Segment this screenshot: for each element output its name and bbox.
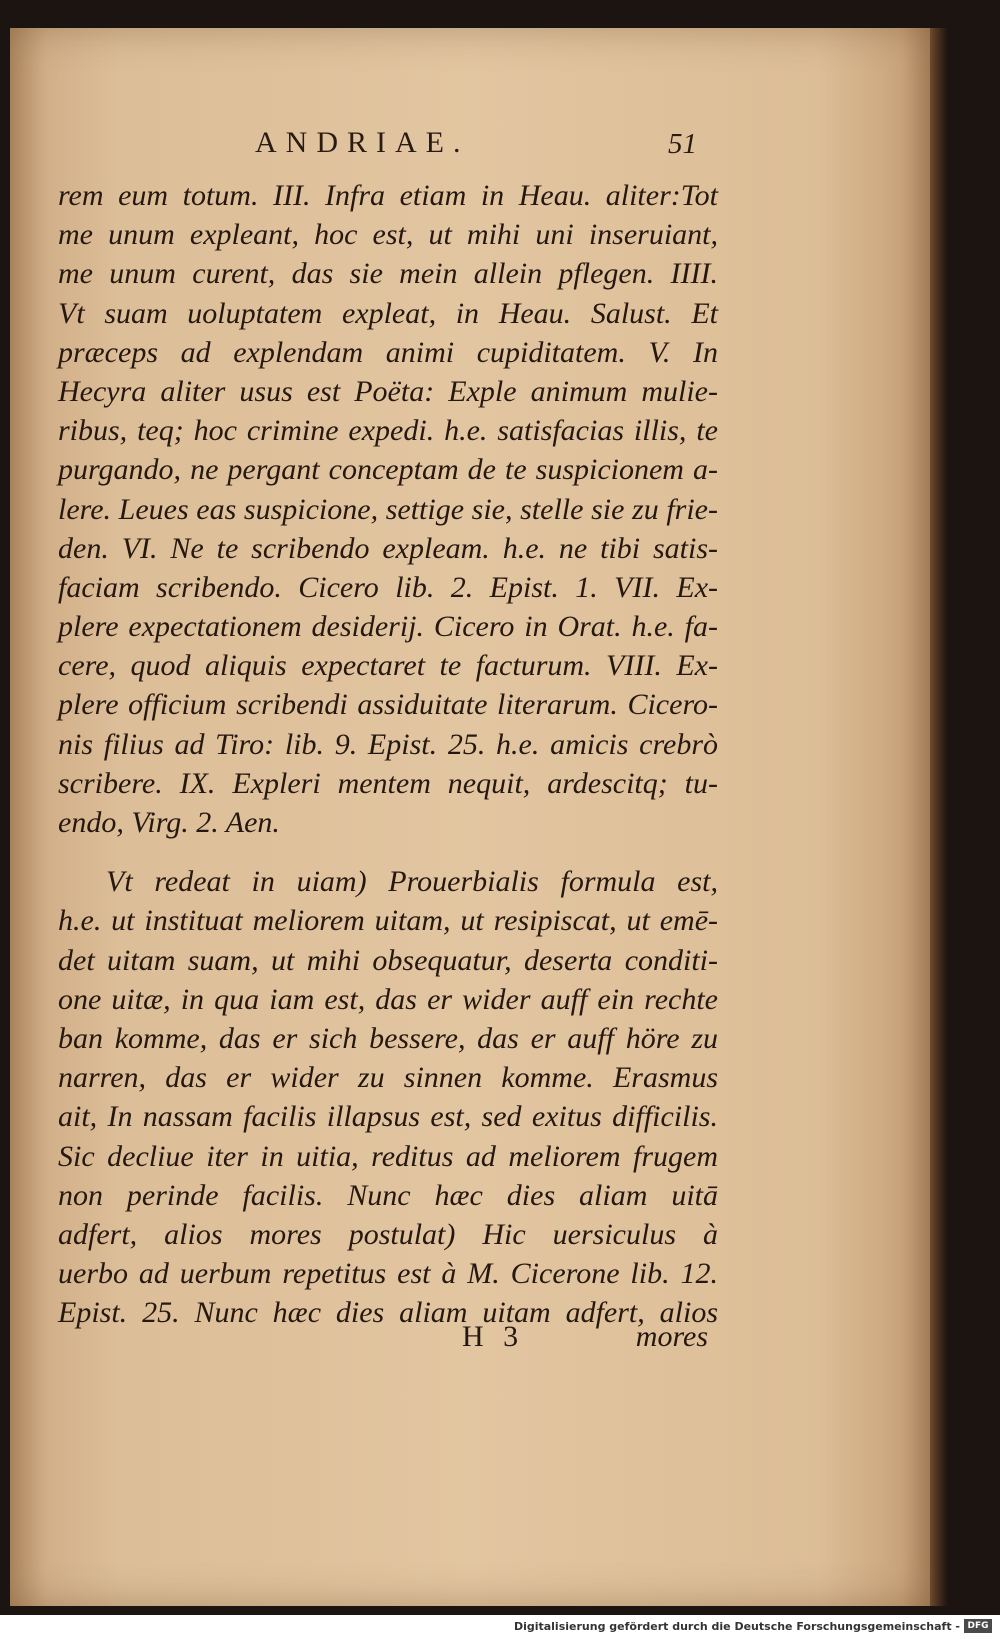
text-line: faciam scribendo. Cicero lib. 2. Epist. 1. VII. Ex- [58,570,718,604]
page-edge [930,28,948,1606]
text-line: h.e. ut instituat meliorem uitam, ut resipiscat, ut emē- [58,904,718,938]
text-line: Vt redeat in uiam) Prouerbialis formula est, [106,865,718,899]
credit-bar [0,1615,1000,1639]
credit-text: Digitalisierung gefördert durch die Deutsche Forschungsgemeinschaft - [513,1620,960,1633]
running-title: ANDRIAE. [255,126,470,159]
text-line: non perinde facilis. Nunc hæc dies aliam uitā [58,1178,718,1212]
text-line: Sic decliue iter in uitia, reditus ad meliorem frugem [58,1139,718,1173]
text-line: narren, das er wider zu sinnen komme. Erasmus [58,1061,718,1095]
book-page [10,28,930,1606]
catchword: mores [635,1320,708,1353]
text-line: plere expectationem desiderij. Cicero in Orat. h.e. fa- [58,610,718,644]
text-line: nis filius ad Tiro: lib. 9. Epist. 25. h.e. amicis crebrò [58,727,718,761]
text-line: rem eum totum. III. Infra etiam in Heau. aliter:Tot [58,179,718,212]
text-line: me unum curent, das sie mein allein pflegen. IIII. [58,257,718,291]
text-line: plere officium scribendi assiduitate literarum. Cicero- [58,688,718,722]
text-line: one uitæ, in qua iam est, das er wider auff ein rechte [58,982,718,1016]
text-line: den. VI. Ne te scribendo expleam. h.e. ne tibi satis- [58,531,718,565]
text-line: adfert, alios mores postulat) Hic uersiculus à [58,1217,718,1251]
text-line: scribere. IX. Expleri mentem nequit, ardescitq; tu- [58,766,718,800]
text-line: præceps ad explendam animi cupiditatem. V. In [58,335,718,369]
text-line: Epist. 25. Nunc hæc dies aliam uitam adfert, alios [58,1296,718,1330]
text-line: ait, In nassam facilis illapsus est, sed exitus difficilis. [58,1100,718,1134]
text-line: purgando, ne pergant conceptam de te suspicionem a- [58,453,718,487]
text-line: Hecyra aliter usus est Poëta: Exple animum mulie- [58,374,718,408]
text-line: uerbo ad uerbum repetitus est à M. Cicerone lib. 12. [58,1257,718,1291]
text-line: ban komme, das er sich bessere, das er auff höre zu [58,1021,718,1055]
text-line: me unum expleant, hoc est, ut mihi uni inseruiant, [58,218,718,252]
page-number: 51 [668,128,697,160]
running-head [10,126,930,166]
text-line: ribus, teq; hoc crimine expedi. h.e. satisfacias illis, te [58,414,718,448]
body-text [58,176,718,1332]
dfg-logo-icon: DFG [964,1619,992,1633]
text-line: endo, Virg. 2. Aen. [58,806,280,839]
text-line: lere. Leues eas suspicione, settige sie, stelle sie zu frie- [58,492,718,526]
signature-mark: H 3 [462,1320,525,1353]
page-footer [58,1320,718,1360]
text-line: det uitam suam, ut mihi obsequatur, deserta conditi- [58,943,718,977]
text-line: Vt suam uoluptatem expleat, in Heau. Salust. Et [58,296,718,330]
text-line: cere, quod aliquis expectaret te facturum. VIII. Ex- [58,649,718,683]
paragraph-gap [58,842,718,862]
